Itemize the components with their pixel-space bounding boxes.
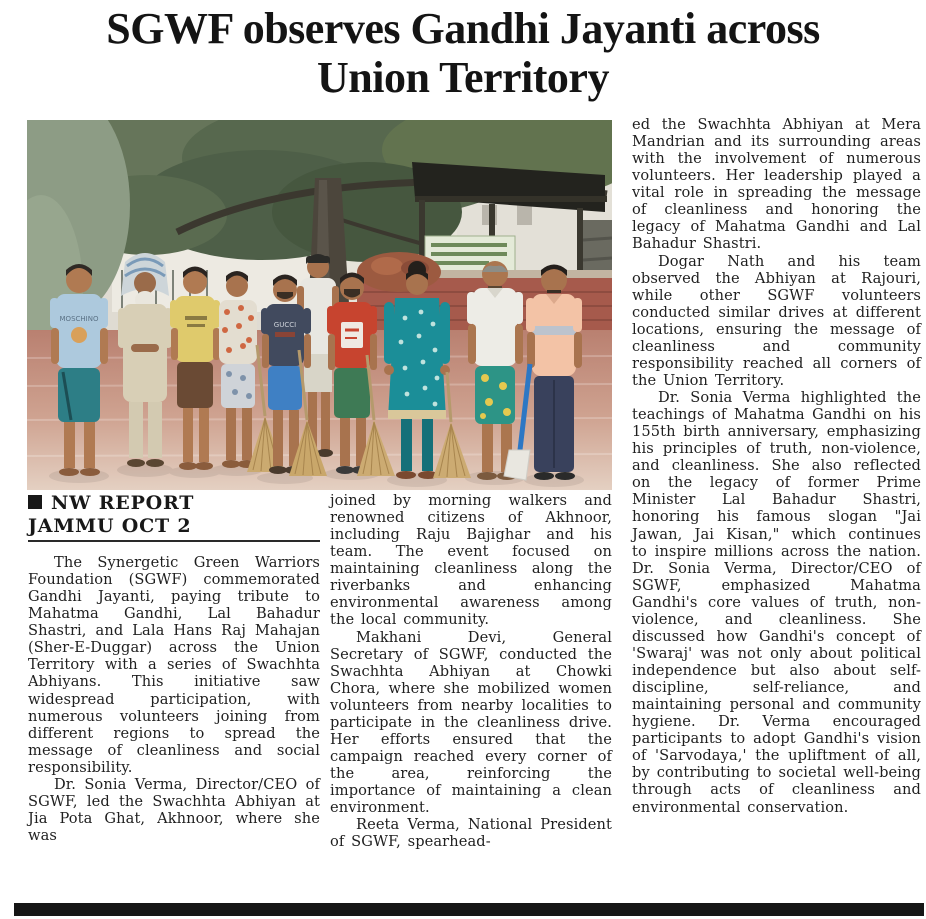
paragraph: Makhani Devi, General Secretary of SGWF, conducted the Swachhta Abhiyan at Chowki Chora, where she mobilized women volunteers from nearby localities to participate in the cleanliness drive. Her efforts ensured that the campaign reached every corner of the area, reinforcing the importance of maintaining a clean environment. [330,628,612,817]
group-photo-illustration [27,120,612,490]
paragraph: Reeta Verma, National President of SGWF, spearhead- [330,816,612,851]
byline [28,492,320,538]
square-bullet-icon [28,495,42,509]
shirt-text-moschino: MOSCHINO [59,315,99,323]
article-photo [27,120,612,490]
headline-line-1: SGWF observes Gandhi Jayanti across [106,4,820,53]
byline-line-2: JAMMU OCT 2 [28,515,192,538]
article-column-2 [330,492,612,850]
bottom-rule [14,903,924,916]
byline-report-label: NW REPORT [51,492,195,514]
volunteers-group [49,253,584,487]
paragraph: joined by morning walkers and renowned citizens of Akhnoor, including Raju Bajighar and his team. The event focused on maintaining cleanliness along the riverbanks and enhancing environmental awareness among the local community. [330,492,612,629]
shirt-text-gucci: GUCCI [273,321,297,329]
paragraph: The Synergetic Green Warriors Foundation (SGWF) commemorated Gandhi Jayanti, paying tribute to Mahatma Gandhi, Lal Bahadur Shastri, and Lala Hans Raj Mahajan (Sher-E-Duggar) across the Union Territory with a series of Swachhta Abhiyans. This initiative saw widespread participation, with numerous volunteers joining from different regions to spread the message of cleanliness and social responsibility. [28,554,320,776]
paragraph: ed the Swachhta Abhiyan at Mera Mandrian and its surrounding areas with the involvement of numerous volunteers. Her leadership played a vital role in spreading the message of cleanliness and honoring the legacy of Mahatma Gandhi and Lal Bahadur Shastri. [632,116,921,253]
headline-line-2: Union Territory [317,53,609,103]
paragraph: Dr. Sonia Verma highlighted the teachings of Mahatma Gandhi on his 155th birth anniversary, emphasizing his principles of truth, non-violence, and cleanliness. She also reflected on the legacy of former Prime Minister Lal Bahadur Shastri, honoring his famous slogan "Jai Jawan, Jai Kisan," which continues to inspire millions across the nation. Dr. Sonia Verma, Director/CEO of SGWF, emphasized Mahatma Gandhi's core values of truth, non-violence, and cleanliness. She discussed how Gandhi's concept of 'Swaraj' was not only about political independence but also about self-discipline, self-reliance, and maintaining personal and community hygiene. Dr. Verma encouraged participants to adopt Gandhi's vision of 'Sarvodaya,' the upliftment of all, by contributing to societal well-being through acts of cleanliness and environmental conservation. [632,389,921,816]
paragraph: Dogar Nath and his team observed the Abhiyan at Rajouri, while other SGWF volunteers conducted similar drives at different locations, ensuring the message of cleanliness and community responsibility reached all corners of the Union Territory. [632,252,921,389]
byline-rule [28,540,320,542]
paragraph: Dr. Sonia Verma, Director/CEO of SGWF, led the Swachhta Abhiyan at Jia Pota Ghat, Akhnoor, where she was [28,775,320,844]
article-headline [0,4,926,103]
byline-line-1 [28,492,320,515]
article-column-1 [28,554,320,844]
article-column-3 [632,116,921,816]
